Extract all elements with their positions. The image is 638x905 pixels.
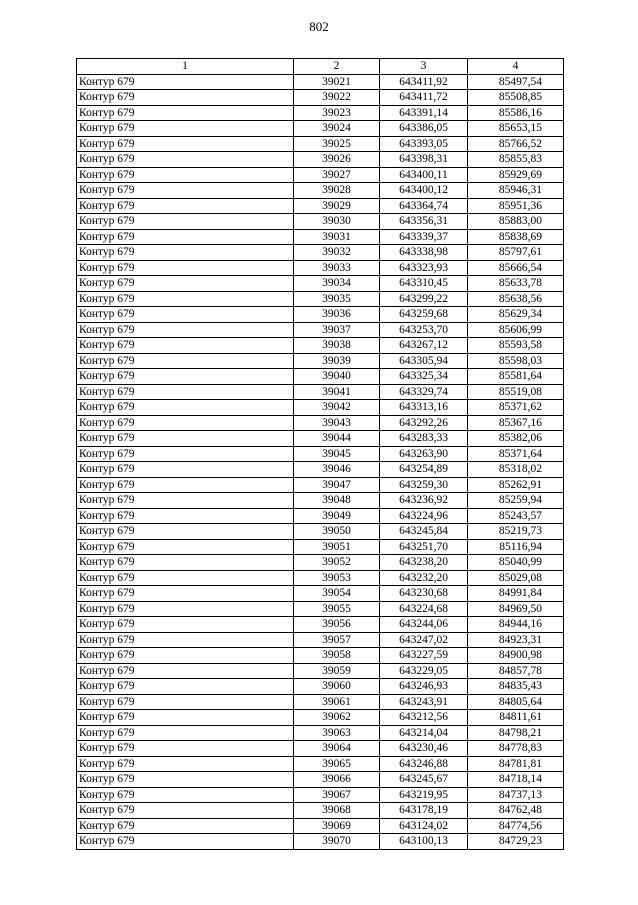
table-row bbox=[77, 369, 564, 385]
cell-coordinate-x: 643245,84 bbox=[380, 524, 468, 540]
cell-point-number: 39031 bbox=[294, 229, 380, 245]
cell-coordinate-x: 643229,05 bbox=[380, 663, 468, 679]
table-row bbox=[77, 772, 564, 788]
cell-contour-name: Контур 679 bbox=[77, 198, 294, 214]
cell-coordinate-x: 643338,98 bbox=[380, 245, 468, 261]
cell-coordinate-y: 85629,34 bbox=[468, 307, 564, 323]
cell-coordinate-y: 84729,23 bbox=[468, 834, 564, 850]
table-row bbox=[77, 400, 564, 416]
table-row bbox=[77, 586, 564, 602]
table-row bbox=[77, 725, 564, 741]
table-body bbox=[77, 74, 564, 849]
cell-coordinate-x: 643400,11 bbox=[380, 167, 468, 183]
cell-coordinate-x: 643329,74 bbox=[380, 384, 468, 400]
cell-coordinate-y: 85497,54 bbox=[468, 74, 564, 90]
cell-coordinate-y: 85593,58 bbox=[468, 338, 564, 354]
cell-coordinate-y: 85633,78 bbox=[468, 276, 564, 292]
table-row bbox=[77, 524, 564, 540]
cell-coordinate-y: 84991,84 bbox=[468, 586, 564, 602]
table-row bbox=[77, 617, 564, 633]
cell-coordinate-y: 85040,99 bbox=[468, 555, 564, 571]
cell-coordinate-y: 85946,31 bbox=[468, 183, 564, 199]
table-row bbox=[77, 214, 564, 230]
cell-coordinate-x: 643398,31 bbox=[380, 152, 468, 168]
cell-coordinate-x: 643259,30 bbox=[380, 477, 468, 493]
cell-coordinate-x: 643100,13 bbox=[380, 834, 468, 850]
cell-contour-name: Контур 679 bbox=[77, 508, 294, 524]
cell-coordinate-x: 643124,02 bbox=[380, 818, 468, 834]
header-row bbox=[77, 59, 564, 75]
cell-contour-name: Контур 679 bbox=[77, 555, 294, 571]
cell-contour-name: Контур 679 bbox=[77, 121, 294, 137]
cell-point-number: 39056 bbox=[294, 617, 380, 633]
table-row bbox=[77, 787, 564, 803]
cell-contour-name: Контур 679 bbox=[77, 539, 294, 555]
column-header-4: 4 bbox=[468, 59, 564, 75]
cell-coordinate-y: 84737,13 bbox=[468, 787, 564, 803]
cell-contour-name: Контур 679 bbox=[77, 338, 294, 354]
cell-contour-name: Контур 679 bbox=[77, 260, 294, 276]
cell-contour-name: Контур 679 bbox=[77, 524, 294, 540]
cell-coordinate-y: 85367,16 bbox=[468, 415, 564, 431]
cell-contour-name: Контур 679 bbox=[77, 74, 294, 90]
cell-point-number: 39036 bbox=[294, 307, 380, 323]
cell-coordinate-y: 84835,43 bbox=[468, 679, 564, 695]
cell-coordinate-y: 85243,57 bbox=[468, 508, 564, 524]
cell-contour-name: Контур 679 bbox=[77, 663, 294, 679]
cell-coordinate-x: 643212,56 bbox=[380, 710, 468, 726]
table-row bbox=[77, 105, 564, 121]
cell-coordinate-x: 643393,05 bbox=[380, 136, 468, 152]
table-row bbox=[77, 229, 564, 245]
cell-coordinate-x: 643214,04 bbox=[380, 725, 468, 741]
cell-coordinate-y: 84900,98 bbox=[468, 648, 564, 664]
cell-contour-name: Контур 679 bbox=[77, 353, 294, 369]
cell-coordinate-y: 84944,16 bbox=[468, 617, 564, 633]
cell-contour-name: Контур 679 bbox=[77, 834, 294, 850]
cell-point-number: 39069 bbox=[294, 818, 380, 834]
cell-coordinate-x: 643245,67 bbox=[380, 772, 468, 788]
cell-coordinate-y: 84798,21 bbox=[468, 725, 564, 741]
cell-point-number: 39038 bbox=[294, 338, 380, 354]
cell-coordinate-y: 85766,52 bbox=[468, 136, 564, 152]
table-row bbox=[77, 694, 564, 710]
cell-coordinate-x: 643251,70 bbox=[380, 539, 468, 555]
cell-point-number: 39044 bbox=[294, 431, 380, 447]
cell-point-number: 39061 bbox=[294, 694, 380, 710]
cell-coordinate-x: 643227,59 bbox=[380, 648, 468, 664]
table-row bbox=[77, 152, 564, 168]
cell-coordinate-x: 643236,92 bbox=[380, 493, 468, 509]
table-row bbox=[77, 74, 564, 90]
cell-contour-name: Контур 679 bbox=[77, 493, 294, 509]
cell-coordinate-y: 85855,83 bbox=[468, 152, 564, 168]
cell-coordinate-y: 84923,31 bbox=[468, 632, 564, 648]
cell-point-number: 39039 bbox=[294, 353, 380, 369]
cell-coordinate-x: 643292,26 bbox=[380, 415, 468, 431]
table-row bbox=[77, 322, 564, 338]
column-header-2: 2 bbox=[294, 59, 380, 75]
cell-coordinate-y: 85262,91 bbox=[468, 477, 564, 493]
cell-coordinate-y: 85029,08 bbox=[468, 570, 564, 586]
table-row bbox=[77, 632, 564, 648]
cell-point-number: 39068 bbox=[294, 803, 380, 819]
table-row bbox=[77, 90, 564, 106]
table-row bbox=[77, 539, 564, 555]
cell-contour-name: Контур 679 bbox=[77, 276, 294, 292]
cell-contour-name: Контур 679 bbox=[77, 415, 294, 431]
cell-coordinate-y: 85606,99 bbox=[468, 322, 564, 338]
cell-point-number: 39050 bbox=[294, 524, 380, 540]
cell-coordinate-x: 643305,94 bbox=[380, 353, 468, 369]
cell-coordinate-y: 85581,64 bbox=[468, 369, 564, 385]
cell-point-number: 39035 bbox=[294, 291, 380, 307]
cell-contour-name: Контур 679 bbox=[77, 214, 294, 230]
cell-point-number: 39030 bbox=[294, 214, 380, 230]
cell-coordinate-y: 85259,94 bbox=[468, 493, 564, 509]
cell-coordinate-x: 643243,91 bbox=[380, 694, 468, 710]
cell-coordinate-y: 85666,54 bbox=[468, 260, 564, 276]
table-row bbox=[77, 756, 564, 772]
cell-contour-name: Контур 679 bbox=[77, 756, 294, 772]
cell-coordinate-y: 85951,36 bbox=[468, 198, 564, 214]
cell-point-number: 39067 bbox=[294, 787, 380, 803]
table-row bbox=[77, 446, 564, 462]
table-row bbox=[77, 291, 564, 307]
cell-coordinate-y: 85219,73 bbox=[468, 524, 564, 540]
cell-contour-name: Контур 679 bbox=[77, 446, 294, 462]
table-row bbox=[77, 818, 564, 834]
cell-point-number: 39048 bbox=[294, 493, 380, 509]
cell-contour-name: Контур 679 bbox=[77, 384, 294, 400]
cell-coordinate-y: 84857,78 bbox=[468, 663, 564, 679]
cell-coordinate-x: 643313,16 bbox=[380, 400, 468, 416]
cell-contour-name: Контур 679 bbox=[77, 818, 294, 834]
cell-contour-name: Контур 679 bbox=[77, 105, 294, 121]
cell-point-number: 39040 bbox=[294, 369, 380, 385]
cell-coordinate-y: 85883,00 bbox=[468, 214, 564, 230]
cell-coordinate-x: 643323,93 bbox=[380, 260, 468, 276]
cell-contour-name: Контур 679 bbox=[77, 307, 294, 323]
cell-point-number: 39059 bbox=[294, 663, 380, 679]
cell-coordinate-x: 643310,45 bbox=[380, 276, 468, 292]
cell-contour-name: Контур 679 bbox=[77, 462, 294, 478]
cell-point-number: 39029 bbox=[294, 198, 380, 214]
cell-point-number: 39045 bbox=[294, 446, 380, 462]
cell-contour-name: Контур 679 bbox=[77, 90, 294, 106]
cell-point-number: 39062 bbox=[294, 710, 380, 726]
table-row bbox=[77, 353, 564, 369]
cell-contour-name: Контур 679 bbox=[77, 772, 294, 788]
cell-point-number: 39043 bbox=[294, 415, 380, 431]
table-row bbox=[77, 803, 564, 819]
cell-contour-name: Контур 679 bbox=[77, 725, 294, 741]
table-row bbox=[77, 431, 564, 447]
table-row bbox=[77, 384, 564, 400]
cell-coordinate-y: 85638,56 bbox=[468, 291, 564, 307]
table-row bbox=[77, 493, 564, 509]
cell-point-number: 39037 bbox=[294, 322, 380, 338]
cell-contour-name: Контур 679 bbox=[77, 694, 294, 710]
cell-point-number: 39046 bbox=[294, 462, 380, 478]
cell-coordinate-y: 84778,83 bbox=[468, 741, 564, 757]
table-row bbox=[77, 648, 564, 664]
cell-contour-name: Контур 679 bbox=[77, 400, 294, 416]
cell-coordinate-y: 85653,15 bbox=[468, 121, 564, 137]
cell-coordinate-y: 85598,03 bbox=[468, 353, 564, 369]
cell-coordinate-x: 643232,20 bbox=[380, 570, 468, 586]
table-row bbox=[77, 415, 564, 431]
cell-point-number: 39049 bbox=[294, 508, 380, 524]
cell-point-number: 39066 bbox=[294, 772, 380, 788]
cell-contour-name: Контур 679 bbox=[77, 322, 294, 338]
table-row bbox=[77, 834, 564, 850]
cell-coordinate-x: 643254,89 bbox=[380, 462, 468, 478]
cell-coordinate-y: 85838,69 bbox=[468, 229, 564, 245]
cell-point-number: 39064 bbox=[294, 741, 380, 757]
cell-coordinate-x: 643283,33 bbox=[380, 431, 468, 447]
table-row bbox=[77, 741, 564, 757]
cell-coordinate-x: 643230,46 bbox=[380, 741, 468, 757]
table-row bbox=[77, 570, 564, 586]
cell-coordinate-y: 85508,85 bbox=[468, 90, 564, 106]
cell-point-number: 39058 bbox=[294, 648, 380, 664]
cell-coordinate-y: 84781,81 bbox=[468, 756, 564, 772]
cell-coordinate-x: 643263,90 bbox=[380, 446, 468, 462]
cell-point-number: 39042 bbox=[294, 400, 380, 416]
table-row bbox=[77, 679, 564, 695]
table-row bbox=[77, 601, 564, 617]
cell-point-number: 39033 bbox=[294, 260, 380, 276]
coordinates-table bbox=[76, 58, 564, 850]
cell-coordinate-x: 643246,88 bbox=[380, 756, 468, 772]
cell-coordinate-x: 643246,93 bbox=[380, 679, 468, 695]
table-row bbox=[77, 710, 564, 726]
cell-point-number: 39051 bbox=[294, 539, 380, 555]
cell-contour-name: Контур 679 bbox=[77, 369, 294, 385]
cell-contour-name: Контур 679 bbox=[77, 679, 294, 695]
cell-coordinate-y: 85797,61 bbox=[468, 245, 564, 261]
cell-coordinate-x: 643411,72 bbox=[380, 90, 468, 106]
cell-coordinate-x: 643178,19 bbox=[380, 803, 468, 819]
cell-coordinate-y: 85586,16 bbox=[468, 105, 564, 121]
cell-contour-name: Контур 679 bbox=[77, 229, 294, 245]
cell-coordinate-x: 643247,02 bbox=[380, 632, 468, 648]
cell-coordinate-x: 643230,68 bbox=[380, 586, 468, 602]
cell-contour-name: Контур 679 bbox=[77, 477, 294, 493]
table-row bbox=[77, 663, 564, 679]
cell-point-number: 39052 bbox=[294, 555, 380, 571]
column-header-1: 1 bbox=[77, 59, 294, 75]
cell-contour-name: Контур 679 bbox=[77, 136, 294, 152]
cell-contour-name: Контур 679 bbox=[77, 741, 294, 757]
cell-contour-name: Контур 679 bbox=[77, 787, 294, 803]
cell-point-number: 39021 bbox=[294, 74, 380, 90]
cell-point-number: 39022 bbox=[294, 90, 380, 106]
cell-coordinate-y: 85318,02 bbox=[468, 462, 564, 478]
column-header-3: 3 bbox=[380, 59, 468, 75]
table-row bbox=[77, 167, 564, 183]
table-row bbox=[77, 338, 564, 354]
cell-point-number: 39023 bbox=[294, 105, 380, 121]
cell-coordinate-x: 643386,05 bbox=[380, 121, 468, 137]
cell-coordinate-y: 84718,14 bbox=[468, 772, 564, 788]
cell-coordinate-y: 84805,64 bbox=[468, 694, 564, 710]
cell-coordinate-x: 643364,74 bbox=[380, 198, 468, 214]
table-row bbox=[77, 276, 564, 292]
cell-coordinate-x: 643299,22 bbox=[380, 291, 468, 307]
cell-coordinate-x: 643259,68 bbox=[380, 307, 468, 323]
cell-contour-name: Контур 679 bbox=[77, 152, 294, 168]
table-row bbox=[77, 183, 564, 199]
cell-contour-name: Контур 679 bbox=[77, 648, 294, 664]
cell-coordinate-x: 643267,12 bbox=[380, 338, 468, 354]
cell-contour-name: Контур 679 bbox=[77, 570, 294, 586]
cell-contour-name: Контур 679 bbox=[77, 710, 294, 726]
cell-point-number: 39034 bbox=[294, 276, 380, 292]
cell-point-number: 39055 bbox=[294, 601, 380, 617]
cell-coordinate-y: 85116,94 bbox=[468, 539, 564, 555]
cell-contour-name: Контур 679 bbox=[77, 586, 294, 602]
cell-coordinate-x: 643253,70 bbox=[380, 322, 468, 338]
table-row bbox=[77, 245, 564, 261]
page-number: 802 bbox=[309, 19, 329, 34]
cell-coordinate-x: 643325,34 bbox=[380, 369, 468, 385]
table-row bbox=[77, 555, 564, 571]
cell-coordinate-x: 643244,06 bbox=[380, 617, 468, 633]
cell-contour-name: Контур 679 bbox=[77, 632, 294, 648]
table-row bbox=[77, 477, 564, 493]
cell-coordinate-x: 643224,96 bbox=[380, 508, 468, 524]
cell-point-number: 39032 bbox=[294, 245, 380, 261]
cell-point-number: 39065 bbox=[294, 756, 380, 772]
cell-coordinate-y: 85382,06 bbox=[468, 431, 564, 447]
cell-point-number: 39028 bbox=[294, 183, 380, 199]
cell-contour-name: Контур 679 bbox=[77, 601, 294, 617]
cell-coordinate-x: 643391,14 bbox=[380, 105, 468, 121]
cell-contour-name: Контур 679 bbox=[77, 803, 294, 819]
table-row bbox=[77, 260, 564, 276]
cell-point-number: 39041 bbox=[294, 384, 380, 400]
table-row bbox=[77, 462, 564, 478]
cell-contour-name: Контур 679 bbox=[77, 291, 294, 307]
cell-coordinate-x: 643356,31 bbox=[380, 214, 468, 230]
cell-coordinate-y: 84774,56 bbox=[468, 818, 564, 834]
cell-coordinate-y: 84969,50 bbox=[468, 601, 564, 617]
cell-coordinate-x: 643339,37 bbox=[380, 229, 468, 245]
cell-point-number: 39054 bbox=[294, 586, 380, 602]
table-row bbox=[77, 121, 564, 137]
cell-contour-name: Контур 679 bbox=[77, 245, 294, 261]
table-row bbox=[77, 136, 564, 152]
cell-contour-name: Контур 679 bbox=[77, 183, 294, 199]
cell-contour-name: Контур 679 bbox=[77, 617, 294, 633]
cell-point-number: 39063 bbox=[294, 725, 380, 741]
cell-coordinate-x: 643219,95 bbox=[380, 787, 468, 803]
cell-coordinate-y: 84762,48 bbox=[468, 803, 564, 819]
cell-coordinate-x: 643224,68 bbox=[380, 601, 468, 617]
cell-coordinate-y: 85929,69 bbox=[468, 167, 564, 183]
cell-point-number: 39047 bbox=[294, 477, 380, 493]
cell-coordinate-y: 85371,64 bbox=[468, 446, 564, 462]
cell-coordinate-y: 85519,08 bbox=[468, 384, 564, 400]
cell-point-number: 39070 bbox=[294, 834, 380, 850]
cell-point-number: 39025 bbox=[294, 136, 380, 152]
cell-point-number: 39053 bbox=[294, 570, 380, 586]
cell-coordinate-x: 643400,12 bbox=[380, 183, 468, 199]
cell-coordinate-x: 643238,20 bbox=[380, 555, 468, 571]
cell-coordinate-y: 84811,61 bbox=[468, 710, 564, 726]
cell-coordinate-y: 85371,62 bbox=[468, 400, 564, 416]
cell-contour-name: Контур 679 bbox=[77, 167, 294, 183]
cell-point-number: 39057 bbox=[294, 632, 380, 648]
cell-contour-name: Контур 679 bbox=[77, 431, 294, 447]
table-row bbox=[77, 198, 564, 214]
table-row bbox=[77, 508, 564, 524]
cell-point-number: 39060 bbox=[294, 679, 380, 695]
cell-point-number: 39027 bbox=[294, 167, 380, 183]
cell-coordinate-x: 643411,92 bbox=[380, 74, 468, 90]
table-row bbox=[77, 307, 564, 323]
cell-point-number: 39024 bbox=[294, 121, 380, 137]
cell-point-number: 39026 bbox=[294, 152, 380, 168]
